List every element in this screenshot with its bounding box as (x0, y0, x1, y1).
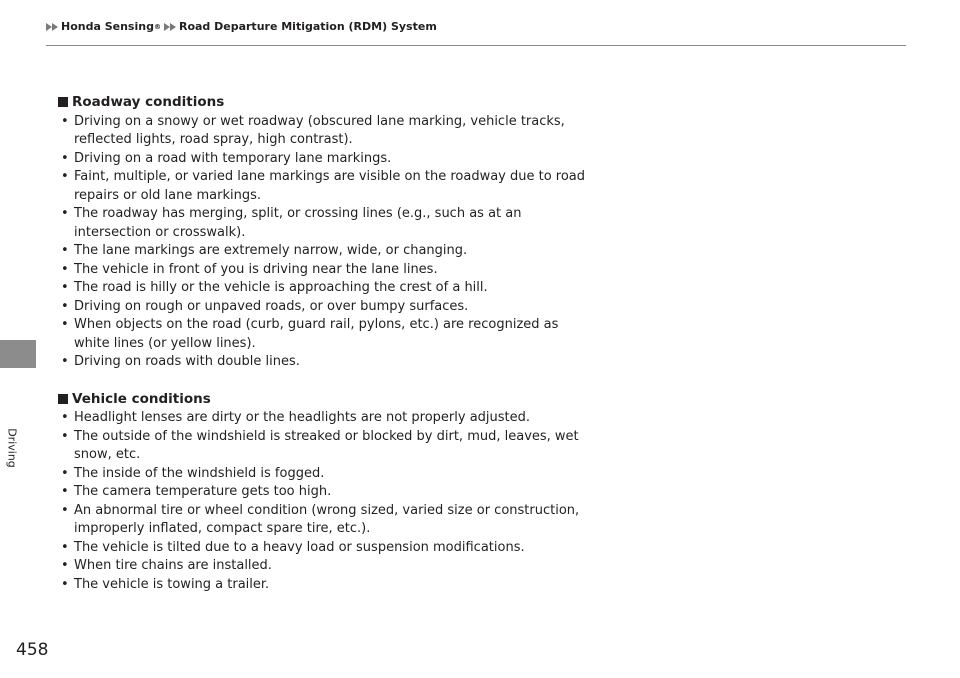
section-vehicle-conditions (58, 390, 598, 595)
header-divider (46, 45, 906, 46)
registered-mark: ® (153, 22, 161, 31)
list-item: • The inside of the windshield is fogged. (58, 465, 598, 484)
page-content (58, 93, 598, 594)
condition-list (58, 113, 598, 372)
list-item: • Driving on a snowy or wet roadway (obscured lane marking, vehicle tracks, reflected lights, road spray, high contrast). (58, 113, 598, 150)
square-bullet-icon (58, 394, 68, 404)
list-item: • Driving on roads with double lines. (58, 353, 598, 372)
section-title: Roadway conditions (58, 93, 598, 112)
list-item: • The road is hilly or the vehicle is approaching the crest of a hill. (58, 279, 598, 298)
chapter-label: Driving (5, 428, 19, 468)
list-item: • When objects on the road (curb, guard rail, pylons, etc.) are recognized as white lines (or yellow lines). (58, 316, 598, 353)
breadcrumb-item-rdm[interactable]: Road Departure Mitigation (RDM) System (178, 20, 437, 33)
list-item: • The roadway has merging, split, or crossing lines (e.g., such as at an intersection or crosswalk). (58, 205, 598, 242)
breadcrumb (46, 20, 437, 33)
list-item: • Driving on rough or unpaved roads, or over bumpy surfaces. (58, 298, 598, 317)
list-item: • Faint, multiple, or varied lane markings are visible on the roadway due to road repairs or old lane markings. (58, 168, 598, 205)
square-bullet-icon (58, 97, 68, 107)
list-item: • The vehicle is towing a trailer. (58, 576, 598, 595)
list-item: • The lane markings are extremely narrow, wide, or changing. (58, 242, 598, 261)
breadcrumb-arrow-icon (164, 23, 176, 31)
page-number: 458 (16, 640, 49, 660)
list-item: • The vehicle in front of you is driving near the lane lines. (58, 261, 598, 280)
list-item: • An abnormal tire or wheel condition (wrong sized, varied size or construction, improperly inflated, compact spare tire, etc.). (58, 502, 598, 539)
list-item: • Headlight lenses are dirty or the headlights are not properly adjusted. (58, 409, 598, 428)
list-item: • The outside of the windshield is streaked or blocked by dirt, mud, leaves, wet snow, etc. (58, 428, 598, 465)
breadcrumb-item-honda-sensing[interactable]: Honda Sensing (61, 20, 154, 33)
list-item: • Driving on a road with temporary lane markings. (58, 150, 598, 169)
list-item: • When tire chains are installed. (58, 557, 598, 576)
list-item: • The vehicle is tilted due to a heavy load or suspension modifications. (58, 539, 598, 558)
section-roadway-conditions (58, 93, 598, 372)
breadcrumb-arrow-icon (46, 23, 58, 31)
section-title: Vehicle conditions (58, 390, 598, 409)
list-item: • The camera temperature gets too high. (58, 483, 598, 502)
chapter-tab-marker (0, 340, 36, 368)
condition-list (58, 409, 598, 594)
